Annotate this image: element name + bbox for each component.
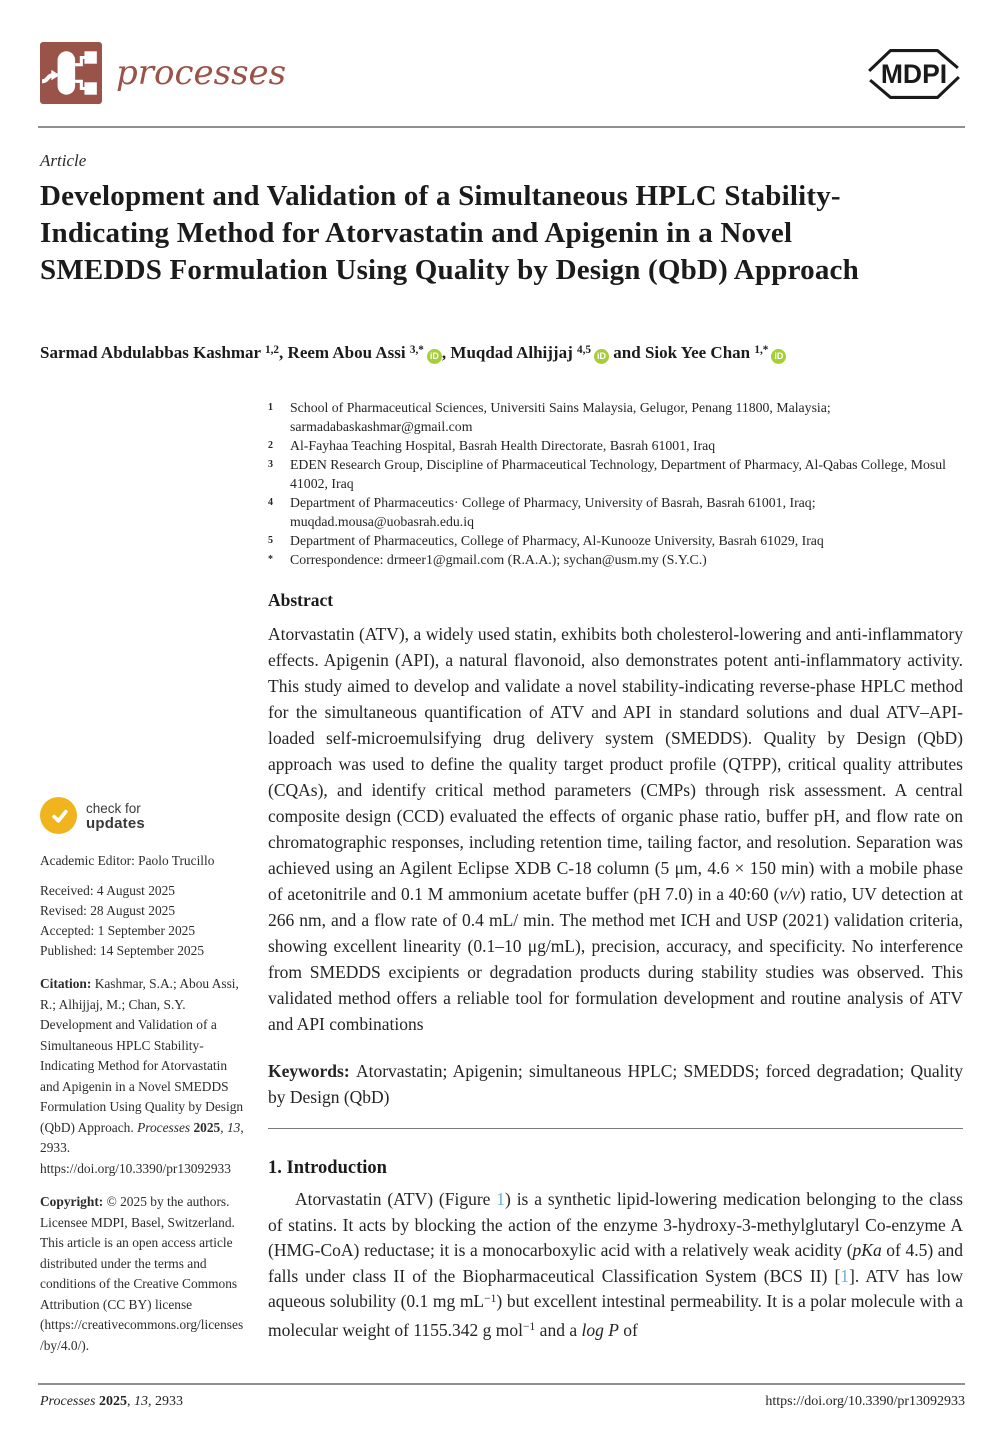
text-segment: pKa bbox=[852, 1240, 882, 1260]
copyright-block bbox=[40, 1192, 246, 1356]
orcid-icon-reem-abou-assi[interactable]: iD bbox=[427, 349, 442, 364]
page-footer bbox=[40, 1394, 965, 1410]
affiliation-text: School of Pharmaceutical Sciences, Universiti Sains Malaysia, Gelugor, Penang 11800, Malaysia; sarmadabaskashmar@gmail.com bbox=[290, 400, 831, 434]
mdpi-logo[interactable] bbox=[863, 42, 965, 106]
keywords bbox=[268, 1058, 963, 1110]
text-segment: 1,2 bbox=[265, 343, 280, 356]
text-segment: of bbox=[618, 1319, 638, 1340]
badge-line2: updates bbox=[86, 814, 145, 832]
main-column bbox=[268, 398, 963, 1346]
text-segment: Keywords: bbox=[268, 1061, 356, 1081]
text-segment: , 2933. https://doi.org/10.3390/pr13092933 bbox=[40, 1119, 244, 1176]
affiliation-row bbox=[268, 531, 963, 550]
academic-editor: Academic Editor: Paolo Trucillo bbox=[40, 853, 215, 868]
abstract-text bbox=[268, 621, 963, 1037]
text-segment: ) but excellent intestinal permeability. It is a polar molecule with a molecular weight of 1155.342 g mol bbox=[268, 1291, 963, 1340]
section-divider bbox=[268, 1128, 963, 1129]
affiliation-marker: 2 bbox=[268, 440, 273, 451]
history-date-line: Published: 14 September 2025 bbox=[40, 943, 205, 958]
text-segment: Atorvastatin (ATV), a widely used statin, exhibits both cholesterol-lowering and anti-inflammatory effects. Apigenin (API), a natural flavonoid, also demonstrates potent anti-inflammatory activity. This study aimed to develop and validate a novel stability-indicating reverse-phase HPLC method for the simultaneous quantification of ATV and API in standard solutions and dual ATV–API-loaded self-microemulsifying drug delivery system (SMEDDS). Quality by Design (QbD) approach was used to define the quality target product profile (QTPP), critical quality attributes (CQAs), and identify critical method parameters (CMPs) through risk assessment. A central composite design (CCD) evaluated the effects of organic phase ratio, buffer pH, and flow rate on chromatographic responses, including retention time, tailing factor, and resolution. Separation was achieved using an Agilent Eclipse XDB C-18 column (5 μm, 4.6 × 150 min) with a mobile phase of acetonitrile and 0.1 M ammonium acetate buffer (pH 7.0) in a 40:60 ( bbox=[268, 624, 963, 904]
text-segment: Atorvastatin (ATV) (Figure bbox=[295, 1189, 497, 1209]
text-segment: and a bbox=[535, 1319, 582, 1340]
paper-title: Development and Validation of a Simultaneous HPLC Stability-Indicating Method for Atorvastatin and Apigenin in a Novel SMEDDS Formulation Using Quality by Design (QbD) Approach bbox=[40, 180, 859, 286]
intro-heading: 1. Introduction bbox=[268, 1158, 387, 1178]
text-segment: ]. ATV has low aqueous solubility (0.1 mg mL bbox=[268, 1265, 963, 1311]
affiliation-marker: 3 bbox=[268, 459, 273, 470]
abstract-heading: Abstract bbox=[268, 590, 334, 610]
text-segment: , bbox=[126, 1394, 134, 1409]
text-segment: −1 bbox=[523, 1321, 536, 1334]
mdpi-logo-text: MDPI bbox=[880, 59, 948, 90]
authors-line bbox=[40, 343, 970, 364]
affiliation-text: Department of Pharmaceutics, College of Pharmacy, Al-Kunooze University, Basrah 61029, Iraq bbox=[290, 533, 824, 548]
affiliation-row bbox=[268, 493, 963, 531]
text-segment: , bbox=[220, 1119, 227, 1135]
text-segment: 4,5 bbox=[577, 343, 592, 356]
footer-journal-ref bbox=[40, 1394, 183, 1410]
affiliation-row bbox=[268, 436, 963, 455]
text-segment: 13 bbox=[133, 1394, 148, 1409]
affiliation-text: EDEN Research Group, Discipline of Pharmaceutical Technology, Department of Pharmacy, Al-Qabas College, Mosul 41002, Iraq bbox=[290, 457, 946, 491]
text-segment: Processes bbox=[40, 1394, 99, 1409]
sidebar bbox=[40, 797, 246, 1356]
affiliation-marker: 1 bbox=[268, 402, 273, 413]
text-segment: 1,* bbox=[754, 343, 769, 356]
affiliation-list bbox=[268, 398, 963, 569]
intro-paragraph bbox=[268, 1187, 963, 1346]
badge-line1: check for bbox=[86, 800, 141, 816]
affiliation-marker: 4 bbox=[268, 497, 273, 508]
affiliation-text: Department of Pharmaceutics· College of Pharmacy, University of Basrah, Basrah 61001, Iraq; muqdad.mousa@uobasrah.edu.iq bbox=[290, 495, 816, 529]
text-segment: Citation: bbox=[40, 976, 95, 991]
text-segment: 13 bbox=[226, 1119, 241, 1135]
footer-doi-link[interactable]: https://doi.org/10.3390/pr13092933 bbox=[765, 1394, 965, 1409]
text-segment: of 4.5) and falls under class II of the Biopharmaceutical Classification System (BCS II) [ bbox=[268, 1240, 963, 1286]
affiliation-text: Al-Fayhaa Teaching Hospital, Basrah Health Directorate, Basrah 61001, Iraq bbox=[290, 438, 716, 453]
check-icon bbox=[40, 797, 77, 834]
citation-block bbox=[40, 974, 246, 1179]
text-segment: 2025 bbox=[193, 1119, 221, 1135]
history-date-line: Received: 4 August 2025 bbox=[40, 883, 176, 898]
text-segment: , Reem Abou Assi bbox=[279, 343, 410, 362]
text-segment: 3,* bbox=[409, 343, 424, 356]
affiliation-row bbox=[268, 550, 963, 569]
affiliation-row bbox=[268, 398, 963, 436]
text-segment: ) ratio, UV detection at 266 nm, and a flow rate of 0.4 mL/ min. The method met ICH and USP (2021) validation criteria, showing excellent linearity (0.1–10 μg/mL), precision, accuracy, and specificity. No interference from SMEDDS excipients or degradation products during stability studies was observed. This validated method offers a reliable tool for formulation development and routine analysis of ATV and API combinations bbox=[268, 884, 964, 1034]
figure-1-link[interactable]: 1 bbox=[496, 1189, 506, 1209]
text-segment: Processes bbox=[137, 1119, 194, 1135]
journal-name: processes bbox=[116, 53, 287, 93]
text-segment: and Siok Yee Chan bbox=[609, 343, 755, 362]
check-for-updates-badge[interactable] bbox=[40, 797, 246, 834]
affiliation-row bbox=[268, 455, 963, 493]
history-date-line: Accepted: 1 September 2025 bbox=[40, 923, 196, 938]
text-segment: Atorvastatin; Apigenin; simultaneous HPLC; SMEDDS; forced degradation; Quality by Design (QbD) bbox=[268, 1061, 963, 1107]
check-for-updates-label bbox=[86, 801, 145, 831]
footer-divider bbox=[38, 1383, 965, 1385]
text-segment: Copyright: bbox=[40, 1194, 107, 1209]
text-segment: , Muqdad Alhijjaj bbox=[441, 343, 577, 362]
text-segment: Kashmar, S.A.; Abou Assi, R.; Alhijjaj, M.; Chan, S.Y. Development and Validation of a Simultaneous HPLC Stability-Indicating Method for Atorvastatin and Apigenin in a Novel SMEDDS Formulation Using Quality by Design (QbD) Approach. bbox=[40, 976, 244, 1135]
reference-1-link[interactable]: 1 bbox=[840, 1265, 850, 1286]
processes-logo[interactable] bbox=[40, 42, 286, 104]
text-segment: , 2933 bbox=[147, 1394, 183, 1409]
header-divider bbox=[38, 126, 965, 128]
history-date-line: Revised: 28 August 2025 bbox=[40, 903, 176, 918]
text-segment: −1 bbox=[484, 1292, 497, 1305]
text-segment: © 2025 by the authors. Licensee MDPI, Basel, Switzerland. This article is an open access article distributed under the terms and conditions of the Creative Commons Attribution (CC BY) license (https://creativecommons.org/licenses/by/4.0/). bbox=[40, 1194, 244, 1353]
orcid-icon-siok-yee-chan[interactable]: iD bbox=[771, 349, 786, 364]
page-header bbox=[40, 42, 965, 106]
affiliation-marker: * bbox=[268, 554, 273, 565]
history-dates bbox=[40, 881, 246, 961]
orcid-icon-muqdad-alhijjaj[interactable]: iD bbox=[594, 349, 609, 364]
affiliation-marker: 5 bbox=[268, 535, 273, 546]
processes-logo-icon bbox=[40, 42, 102, 104]
text-segment: ) is a synthetic lipid-lowering medication belonging to the class of statins. It acts by blocking the action of the enzyme 3-hydroxy-3-methylglutaryl Co-enzyme A (HMG-CoA) reductase; it is a monocarboxylic acid with a relatively weak acidity ( bbox=[268, 1189, 963, 1260]
text-segment: 2025 bbox=[98, 1394, 127, 1409]
affiliation-text: Correspondence: drmeer1@gmail.com (R.A.A.); sychan@usm.my (S.Y.C.) bbox=[290, 552, 707, 567]
article-type-label: Article bbox=[40, 151, 87, 170]
text-segment: Sarmad Abdulabbas Kashmar bbox=[40, 343, 266, 362]
text-segment: v/v bbox=[779, 884, 800, 904]
text-segment: log P bbox=[581, 1319, 619, 1340]
